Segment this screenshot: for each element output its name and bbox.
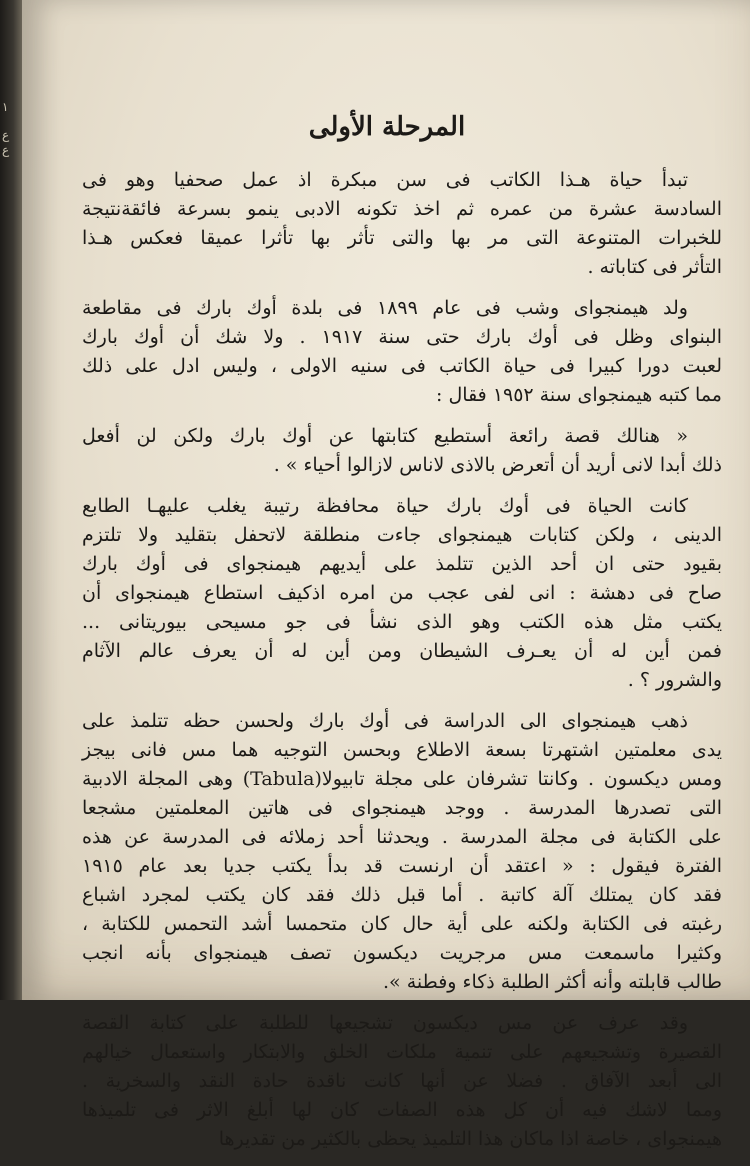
paragraph (82, 707, 722, 997)
text-line: صاح فى دهشة : انى لفى عجب من امره اذكيف استطاع هيمنجواى أن (82, 582, 722, 604)
text-line: مما كتبه هيمنجواى سنة ١٩٥٢ فقال : (436, 384, 722, 406)
text-line: يدى معلمتين اشتهرتا بسعة الاطلاع وبحسن التوجيه هما مس فانى بيجز (82, 739, 722, 761)
paragraph (82, 492, 722, 695)
text-line: لعبت دورا كبيرا فى حياة الكاتب فى سنيه الاولى ، وليس ادل على ذلك (82, 355, 722, 377)
text-line: فقد كان يمتلك آلة كاتبة . أما قبل ذلك فقد كان يكتب لمجرد اشباع (82, 884, 722, 906)
text-line: ذلك أبدا لانى أريد أن أتعرض بالاذى لاناس لازالوا أحياء » . (273, 454, 722, 476)
paragraph (82, 166, 722, 282)
margin-mark: ع (2, 128, 10, 142)
text-line: وكثيرا ماسمعت مس مرجريت ديكسون تصف هيمنجواى بأنه انجب (82, 942, 722, 964)
text-line: السادسة عشرة من عمره ثم اخذ تكونه الادبى ينمو بسرعة فائقةنتيجة (82, 198, 722, 220)
text-line: « هنالك قصة رائعة أستطيع كتابتها عن أوك بارك ولكن لن أفعل (82, 425, 688, 447)
paragraph (82, 1009, 722, 1154)
text-line: للخبرات المتنوعة التى مر بها والتى تأثر بها تأثرا عميقا فعكس هـذا (82, 227, 722, 249)
text-line: بقيود حتى ان أحد الذين تتلمذ على أيديهم هيمنجواى فى أوك بارك (82, 553, 722, 575)
text-line: والشرور ؟ . (627, 669, 722, 691)
margin-mark: ١ (2, 100, 9, 114)
text-line: هيمنجواى ، خاصة اذا ماكان هذا التلميذ يحظى بالكثير من تقديرها (218, 1128, 722, 1150)
text-line: الى أبعد الآفاق . فضلا عن أنها كانت ناقدة حادة النقد والسخرية . (82, 1070, 722, 1092)
text-line: فمن أين له أن يعـرف الشيطان ومن أين له أن يعرف عالم الآثام (82, 640, 722, 662)
paragraphs (82, 166, 722, 1154)
text-line: وقد عرف عن مس ديكسون تشجيعها للطلبة على كتابة القصة (82, 1012, 688, 1034)
text-line: الفترة فيقول : « اعتقد أن ارنست قد بدأ يكتب جديا بعد عام ١٩١٥ (82, 855, 722, 877)
text-line: ولد هيمنجواى وشب فى عام ١٨٩٩ فى بلدة أوك بارك فى مقاطعة (82, 297, 688, 319)
paragraph (82, 294, 722, 410)
page-content (82, 112, 722, 1166)
chapter-title: المرحلة الأولى (308, 112, 466, 142)
text-line: التى تصدرها المدرسة . ووجد هيمنجواى فى هاتين المعلمتين مشجعا (82, 797, 722, 819)
text-line: الدينى ، ولكن كتابات هيمنجواى جاءت منطلقة لاتحفل بتقليد ولا تلتزم (82, 524, 722, 546)
text-line: القصيرة وتشجيعهم على تنمية ملكات الخلق والابتكار واستعمال خيالهم (82, 1041, 722, 1063)
text-line: تبدأ حياة هـذا الكاتب فى سن مبكرة اذ عمل صحفيا وهو فى (82, 169, 688, 191)
text-line: على الكتابة فى مجلة المدرسة . ويحدثنا أحد زملائه فى المدرسة عن هذه (82, 826, 722, 848)
text-line: ذهب هيمنجواى الى الدراسة فى أوك بارك ولحسن حظه تتلمذ على (82, 710, 688, 732)
paragraph (82, 422, 722, 480)
text-line: يكتب مثل هذه الكتب وهو الذى نشأ فى جو مسيحى بيوريتانى ... (82, 611, 722, 633)
text-line: التأثر فى كتاباته . (587, 256, 722, 278)
text-line: ومما لاشك فيه أن كل هذه الصفات كان لها أبلغ الاثر فى تلميذها (82, 1099, 722, 1121)
text-line: طالب قابلته وأنه أكثر الطلبة ذكاء وفطنة ». (383, 971, 722, 993)
text-line: كانت الحياة فى أوك بارك حياة محافظة رتيبة يغلب عليهـا الطابع (82, 495, 688, 517)
adjacent-page-edge (0, 0, 22, 1000)
book-page (22, 0, 750, 1150)
text-line: ومس ديكسون . وكانتا تشرفان على مجلة تابيولا(Tabula) وهى المجلة الادبية (82, 768, 723, 790)
margin-mark: ع (2, 143, 10, 157)
text-line: رغبته فى الكتابة ولكنه على أية حال كان متحمسا أشد التحمس للكتابة ، (82, 913, 722, 935)
text-line: البنواى وظل فى أوك بارك حتى سنة ١٩١٧ . ولا شك أن أوك بارك (82, 326, 722, 348)
